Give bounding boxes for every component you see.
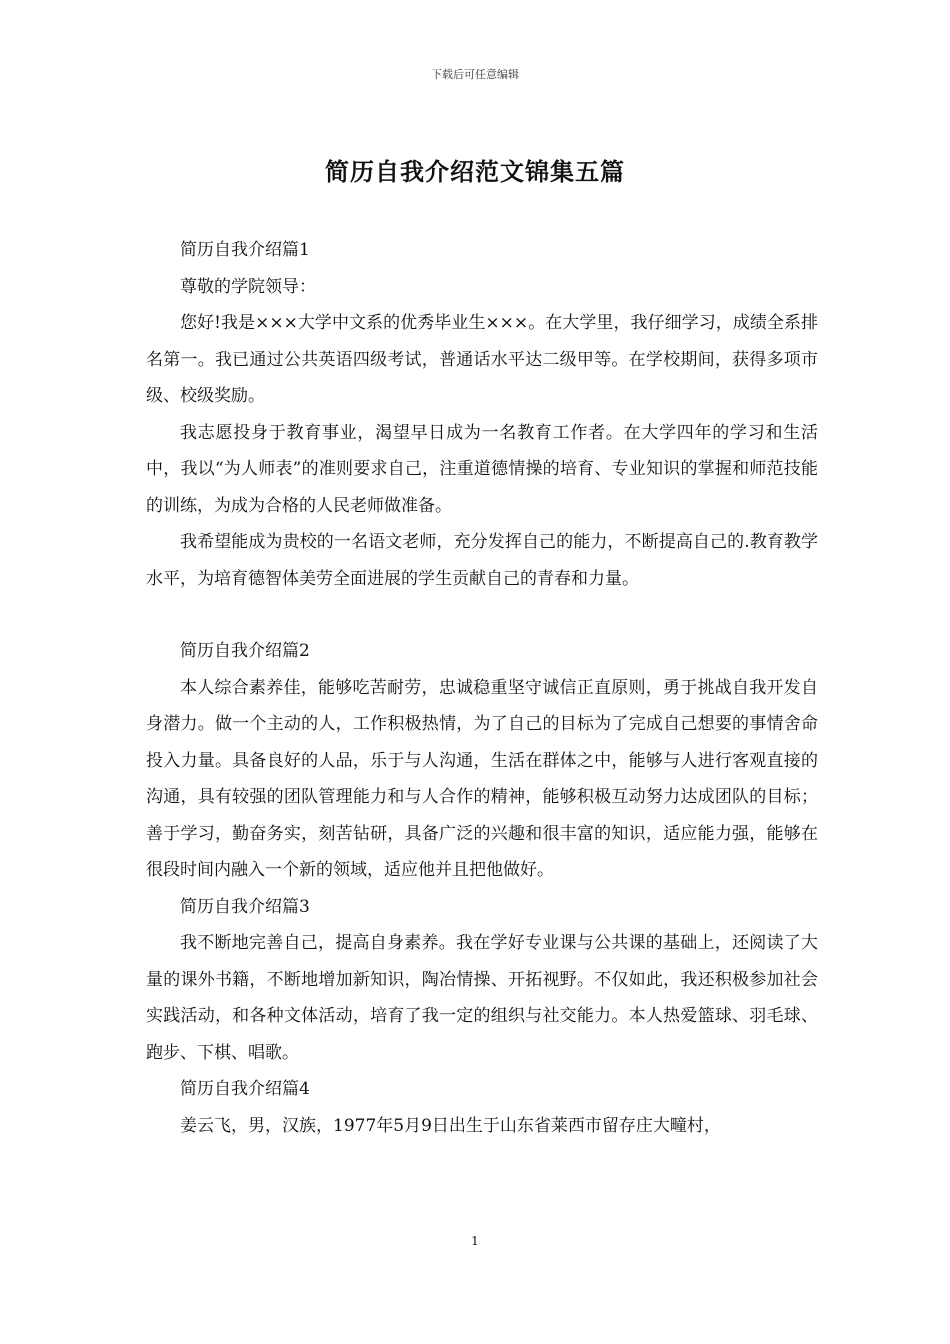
section-heading-1: 简历自我介绍篇1 (180, 240, 310, 260)
body-paragraph: 本人综合素养佳，能够吃苦耐劳，忠诚稳重坚守诚信正直原则，勇于挑战自我开发自身潜力。做一个主动的人，工作积极热情，为了自己的目标为了完成自己想要的事情舍命投入力量。具备良好的人品，乐于与人沟通，生活在群体之中，能够与人进行客观直接的沟通，具有较强的团队管理能力和与人合作的精神，能够积极互动努力达成团队的目标；善于学习，勤奋务实，刻苦钻研，具备广泛的兴趣和很丰富的知识，适应能力强，能够在很段时间内融入一个新的领域，适应他并且把他做好。 (146, 677, 818, 880)
section-heading-4: 简历自我介绍篇4 (180, 1079, 310, 1099)
page-header-note: 下载后可任意编辑 (431, 68, 519, 81)
document-title: 简历自我介绍范文锦集五篇 (325, 158, 625, 186)
body-paragraph: 您好!我是×××大学中文系的优秀毕业生×××。在大学里，我仔细学习，成绩全系排名第一。我已通过公共英语四级考试，普通话水平达二级甲等。在学校期间，获得多项市级、校级奖励。 (146, 313, 818, 406)
body-paragraph: 姜云飞，男，汉族，1977年5月9日出生于山东省莱西市留存庄大疃村， (180, 1115, 721, 1136)
body-paragraph: 我不断地完善自己，提高自身素养。我在学好专业课与公共课的基础上，还阅读了大量的课外书籍，不断地增加新知识，陶冶情操、开拓视野。不仅如此，我还积极参加社会实践活动，和各种文体活动，培育了我一定的组织与社交能力。本人热爱篮球、羽毛球、跑步、下棋、唱歌。 (146, 933, 818, 1063)
document-body (146, 232, 818, 1144)
salutation: 尊敬的学院领导： (180, 276, 316, 297)
section-heading-2: 简历自我介绍篇2 (180, 641, 310, 661)
body-paragraph: 我志愿投身于教育事业，渴望早日成为一名教育工作者。在大学四年的学习和生活中，我以“为人师表”的准则要求自己，注重道德情操的培育、专业知识的掌握和师范技能的训练，为成为合格的人民老师做准备。 (146, 422, 818, 516)
page-number: 1 (471, 1234, 479, 1248)
section-heading-3: 简历自我介绍篇3 (180, 896, 310, 917)
body-paragraph: 我希望能成为贵校的一名语文老师，充分发挥自己的能力，不断提高自己的.教育教学水平，为培育德智体美劳全面进展的学生贡献自己的青春和力量。 (146, 532, 818, 589)
